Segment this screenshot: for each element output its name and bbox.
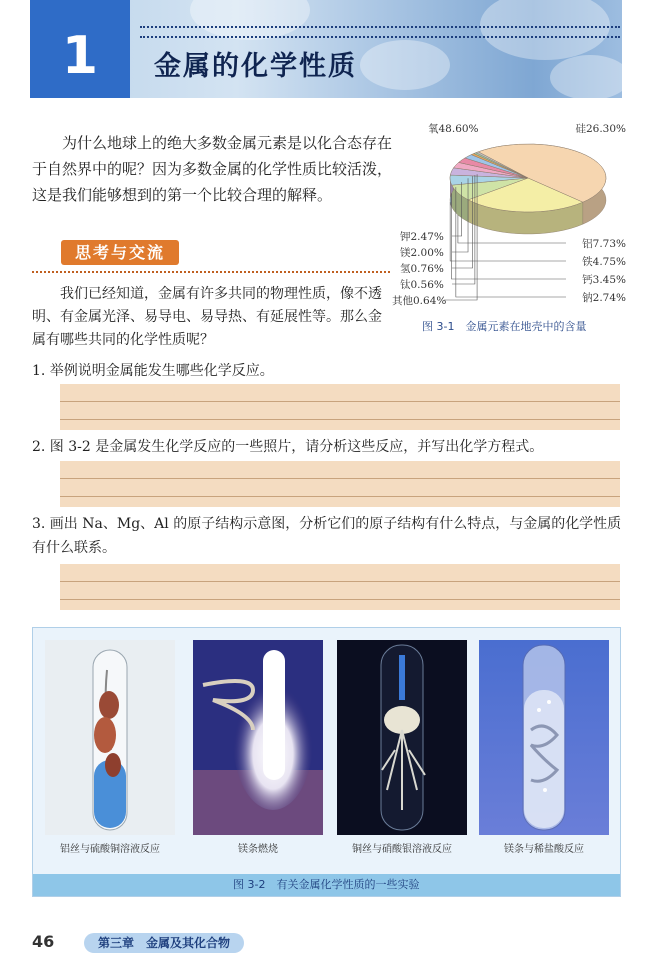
photo-mg-hcl [479,640,609,835]
bg-bubble [360,40,450,90]
figure-title: 图 3-2 有关金属化学性质的一些实验 [233,878,420,891]
pie-label-其他: 其他0.64% [392,295,447,307]
pie-label-钠: 钠2.74% [582,292,626,304]
photo-al-cuso4 [45,640,175,835]
bg-bubble [190,0,310,40]
bg-bubble [550,55,630,100]
answer-lines-2 [60,461,620,507]
pie-label-铁: 铁4.75% [582,256,626,268]
chapter-header [30,0,622,98]
photo-caption-3: 铜丝与硝酸银溶液反应 [352,844,452,855]
dotted-divider [32,271,390,273]
pie-caption: 图 3-1 金属元素在地壳中的含量 [422,320,587,333]
crust-element-pie-chart [392,120,630,310]
answer-lines-3 [60,564,620,610]
chapter-tag: 第三章 金属及其化合物 [84,933,244,953]
section-title: 金属的化学性质 [154,51,357,82]
page-number: 46 [32,932,55,951]
pie-label-钾: 钾2.47% [400,231,444,243]
pie-label-氧: 氧48.60% [428,123,479,135]
photo-cu-agno3 [337,640,467,835]
question-2: 2. 图 3-2 是金属发生化学反应的一些照片，请分析这些反应，并写出化学方程式。 [32,439,544,455]
think-discuss-badge: 思考与交流 [61,240,179,265]
photo-caption-4: 镁条与稀盐酸反应 [504,844,584,855]
photo-caption-2: 镁条燃烧 [238,844,278,855]
figure-caption-bar [33,874,620,896]
pie-label-镁: 镁2.00% [400,247,444,259]
dotted-rule [140,26,620,28]
photo-caption-1: 铝丝与硫酸铜溶液反应 [60,844,160,855]
figure-3-2 [32,627,621,897]
intro-paragraph: 为什么地球上的绝大多数金属元素是以化合态存在于自然界中的呢？因为多数金属的化学性质比较活泼，这是我们能够想到的第一个比较合理的解释。 [32,134,393,204]
pie-label-钙: 钙3.45% [582,274,626,286]
pie-label-铝: 铝7.73% [582,238,626,250]
think-paragraph: 我们已经知道，金属有许多共同的物理性质，像不透明、有金属光泽、易导电、易导热、有延展性等。那么金属有哪些共同的化学性质呢？ [32,286,382,348]
pie-label-钛: 钛0.56% [400,279,444,291]
pie-label-硅: 硅26.30% [575,123,626,135]
photo-mg-burning [193,640,323,835]
chapter-number: 1 [61,26,99,86]
answer-lines-1 [60,384,620,430]
bg-bubble [480,0,610,60]
pie-label-氢: 氢0.76% [400,263,444,275]
dotted-rule [140,36,620,38]
question-1: 1. 举例说明金属能发生哪些化学反应。 [32,363,274,379]
question-3: 3. 画出 Na、Mg、Al 的原子结构示意图，分析它们的原子结构有什么特点，与金属的化学性质有什么联系。 [32,516,622,556]
